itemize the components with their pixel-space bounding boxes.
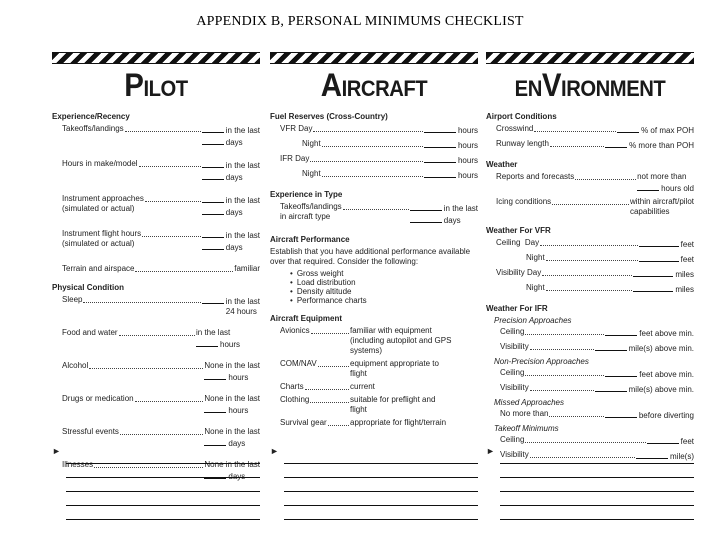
blank-field[interactable]: [410, 202, 442, 211]
notes-lines: [486, 446, 694, 520]
subsection-title: Takeoff Minimums: [494, 424, 559, 433]
arrow-icon: ►: [52, 446, 61, 456]
hazard-stripe: [270, 52, 478, 64]
blank-field[interactable]: [204, 404, 226, 413]
checklist-row: Takeoffs/landings in the last days: [62, 124, 260, 147]
blank-field[interactable]: [410, 214, 442, 223]
checklist-row: Night hours: [302, 139, 478, 150]
blank-field[interactable]: [424, 154, 456, 163]
note-line[interactable]: [500, 464, 694, 478]
notes-lines: [52, 446, 260, 520]
arrow-icon: ►: [486, 446, 495, 456]
blank-field[interactable]: [202, 159, 224, 168]
subsection-title: Precision Approaches: [494, 316, 572, 325]
checklist-row: Night hours: [302, 169, 478, 180]
blank-field[interactable]: [633, 268, 673, 277]
checklist-row: Visibility mile(s) above min.: [500, 383, 694, 394]
checklist-row: Icing conditions within aircraft/pilot capabilities: [496, 197, 694, 216]
checklist-row: Illnesses None in the last days: [62, 460, 260, 481]
checklist-row: Visibility mile(s): [500, 450, 694, 461]
note-line[interactable]: [66, 492, 260, 506]
checklist-row: Ceiling feet: [500, 435, 694, 446]
section-title: Experience in Type: [270, 190, 343, 199]
note-line[interactable]: [66, 506, 260, 520]
blank-field[interactable]: [202, 295, 224, 304]
note-line[interactable]: [284, 492, 478, 506]
blank-field[interactable]: [647, 435, 679, 444]
note-line[interactable]: [66, 450, 260, 464]
blank-field[interactable]: [605, 139, 627, 148]
checklist-row: Stressful events None in the last days: [62, 427, 260, 448]
checklist-row: Alcohol None in the last hours: [62, 361, 260, 382]
blank-field[interactable]: [424, 139, 456, 148]
list-item: • Density altitude: [290, 287, 478, 296]
blank-field[interactable]: [605, 409, 637, 418]
blank-field[interactable]: [605, 368, 637, 377]
pilot-heading: PILOT: [124, 67, 188, 103]
note-line[interactable]: [500, 450, 694, 464]
subsection-title: Missed Approaches: [494, 398, 564, 407]
checklist-row: Avionics familiar with equipment (including autopilot and GPS systems): [280, 326, 452, 355]
blank-field[interactable]: [202, 194, 224, 203]
section-title: Weather For VFR: [486, 226, 551, 235]
checklist-row: Ceiling Day feet: [496, 238, 694, 249]
checklist-row: Visibility Day miles: [496, 268, 694, 279]
checklist-row: Ceiling feet above min.: [500, 368, 694, 379]
checklist-row: COM/NAV equipment appropriate to flight: [280, 359, 439, 378]
hazard-stripe: [52, 52, 260, 64]
blank-field[interactable]: [202, 171, 224, 180]
performance-text: Establish that you have additional performance available over that required. Consider the following:: [270, 247, 471, 266]
checklist-row: Visibility mile(s) above min.: [500, 342, 694, 353]
blank-field[interactable]: [639, 253, 679, 262]
checklist-row: Runway length % more than POH: [496, 139, 694, 150]
checklist-row: Night miles: [526, 283, 694, 294]
checklist-row: Crosswind % of max POH: [496, 124, 694, 135]
note-line[interactable]: [500, 492, 694, 506]
blank-field[interactable]: [202, 136, 224, 145]
checklist-row: Sleep in the last 24 hours: [62, 295, 260, 316]
environment-column: [486, 52, 694, 532]
note-line[interactable]: [66, 478, 260, 492]
blank-field[interactable]: [595, 383, 627, 392]
page-title: APPENDIX B, PERSONAL MINIMUMS CHECKLIST: [196, 14, 524, 29]
list-item: • Load distribution: [290, 278, 478, 287]
pilot-column: [52, 52, 260, 532]
note-line[interactable]: [500, 506, 694, 520]
note-line[interactable]: [284, 464, 478, 478]
checklist-row: IFR Day hours: [280, 154, 478, 165]
note-line[interactable]: [66, 464, 260, 478]
blank-field[interactable]: [204, 371, 226, 380]
environment-heading: ENVIRONMENT: [514, 67, 666, 103]
blank-field[interactable]: [639, 238, 679, 247]
blank-field[interactable]: [202, 229, 224, 238]
blank-field[interactable]: [637, 182, 659, 191]
blank-field[interactable]: [202, 206, 224, 215]
blank-field[interactable]: [204, 437, 226, 446]
checklist-row: Reports and forecasts not more than hours old: [496, 172, 694, 193]
section-title: Weather: [486, 160, 518, 169]
list-item: • Performance charts: [290, 296, 478, 305]
checklist-row: No more than before diverting: [500, 409, 694, 420]
arrow-icon: ►: [270, 446, 279, 456]
checklist-row: Takeoffs/landings in aircraft type in the last days: [280, 202, 478, 225]
blank-field[interactable]: [605, 327, 637, 336]
checklist-row: Clothing suitable for preflight and flight: [280, 395, 436, 414]
notes-lines: [270, 446, 478, 520]
section-title: Weather For IFR: [486, 304, 548, 313]
section-title: Fuel Reserves (Cross-Country): [270, 112, 388, 121]
note-line[interactable]: [284, 450, 478, 464]
blank-field[interactable]: [202, 241, 224, 250]
performance-list: [290, 269, 478, 305]
note-line[interactable]: [284, 506, 478, 520]
aircraft-column: [270, 52, 478, 532]
checklist-row: Hours in make/model in the last days: [62, 159, 260, 182]
checklist-row: Night feet: [526, 253, 694, 264]
blank-field[interactable]: [196, 338, 218, 347]
checklist-row: Drugs or medication None in the last hours: [62, 394, 260, 415]
checklist-row: Terrain and airspace familiar: [62, 264, 260, 273]
note-line[interactable]: [500, 478, 694, 492]
subsection-title: Non-Precision Approaches: [494, 357, 589, 366]
blank-field[interactable]: [424, 124, 456, 133]
blank-field[interactable]: [617, 124, 639, 133]
note-line[interactable]: [284, 478, 478, 492]
checklist-row: Survival gear appropriate for flight/terrain: [280, 418, 447, 427]
blank-field[interactable]: [633, 283, 673, 292]
section-title: Airport Conditions: [486, 112, 557, 121]
checklist-row: Food and water in the last hours: [62, 328, 241, 349]
list-item: • Gross weight: [290, 269, 478, 278]
section-title: Aircraft Performance: [270, 235, 350, 244]
checklist-row: Charts current: [280, 382, 375, 391]
blank-field[interactable]: [202, 124, 224, 133]
checklist-row: Ceiling feet above min.: [500, 327, 694, 338]
aircraft-heading: AIRCRAFT: [320, 67, 428, 103]
section-title: Experience/Recency: [52, 112, 130, 121]
checklist-row: Instrument flight hours (simulated or actual) in the last days: [62, 229, 260, 252]
blank-field[interactable]: [595, 342, 627, 351]
checklist-row: Instrument approaches (simulated or actual) in the last days: [62, 194, 260, 217]
blank-field[interactable]: [424, 169, 456, 178]
hazard-stripe: [486, 52, 694, 64]
section-title: Aircraft Equipment: [270, 314, 343, 323]
checklist-row: VFR Day hours: [280, 124, 478, 135]
section-title: Physical Condition: [52, 283, 125, 292]
